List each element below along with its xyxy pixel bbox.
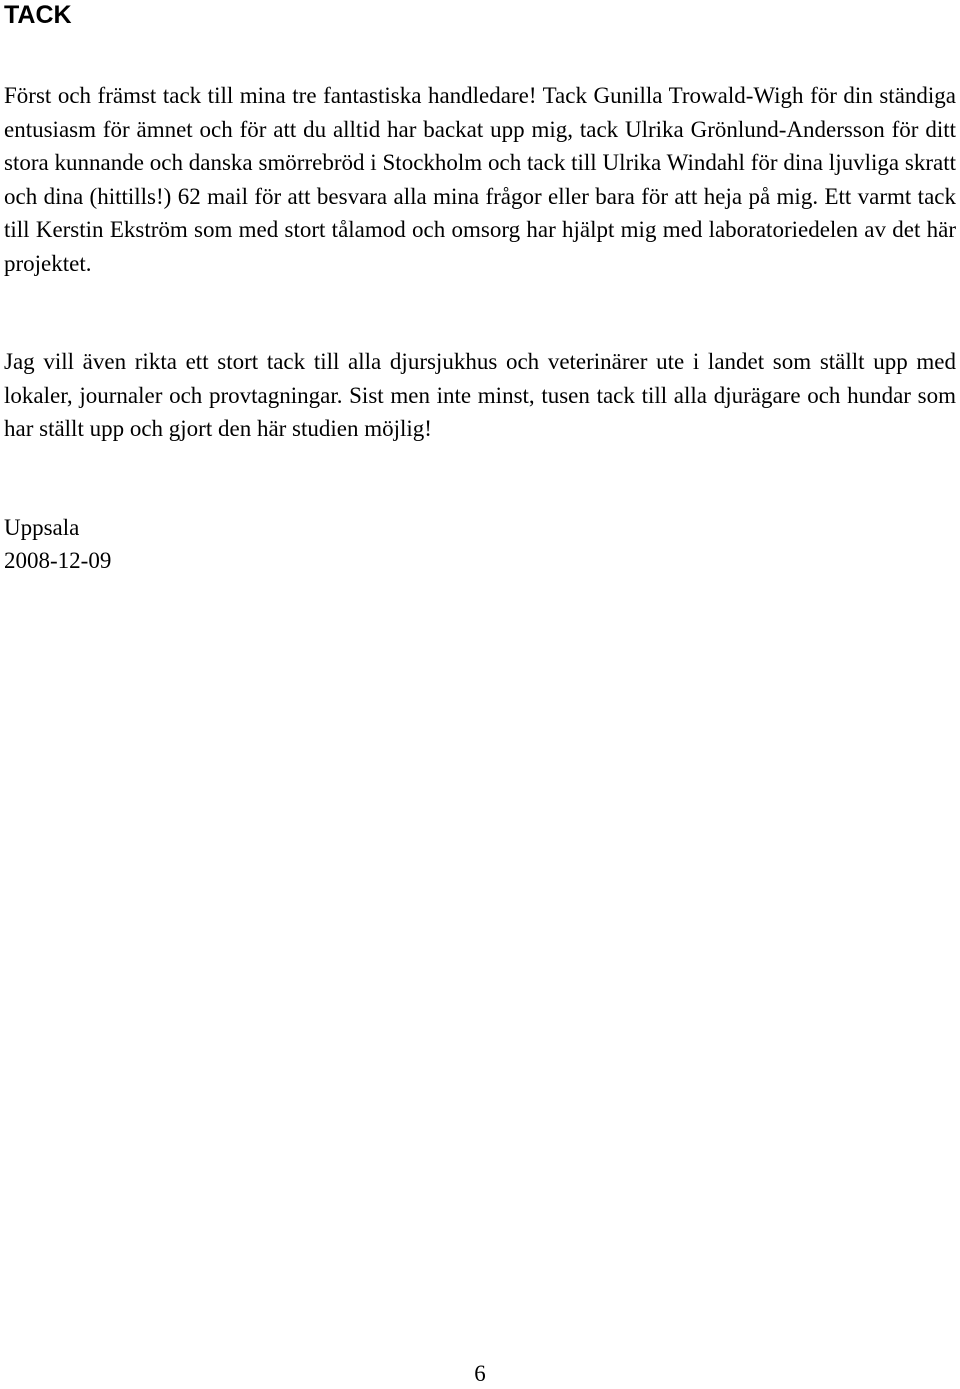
page-title: TACK [4,1,72,29]
acknowledgement-paragraph-1: Först och främst tack till mina tre fantastiska handledare! Tack Gunilla Trowald-Wigh för din ständiga entusiasm för ämnet och för att du alltid har backat upp mig, tack Ulrika Grönlund-Andersson för ditt stora kunnande och danska smörrebröd i Stockholm och tack till Ulrika Windahl för dina ljuvliga skratt och dina (hittills!) 62 mail för att besvara alla mina frågor eller bara för att heja på mig. Ett varmt tack till Kerstin Ekström som med stort tålamod och omsorg har hjälpt mig med laboratoriedelen av det här projektet. [4,83,956,276]
signature-place: Uppsala [4,515,80,540]
acknowledgement-paragraph-2: Jag vill även rikta ett stort tack till alla djursjukhus och veterinärer ute i landet som ställt upp med lokaler, journaler och provtagningar. Sist men inte minst, tusen tack till alla djurägare och hundar som har ställt upp och gjort den här studien möjlig! [4,349,956,441]
signature-date: 2008-12-09 [4,548,112,573]
page-number: 6 [474,1361,486,1386]
